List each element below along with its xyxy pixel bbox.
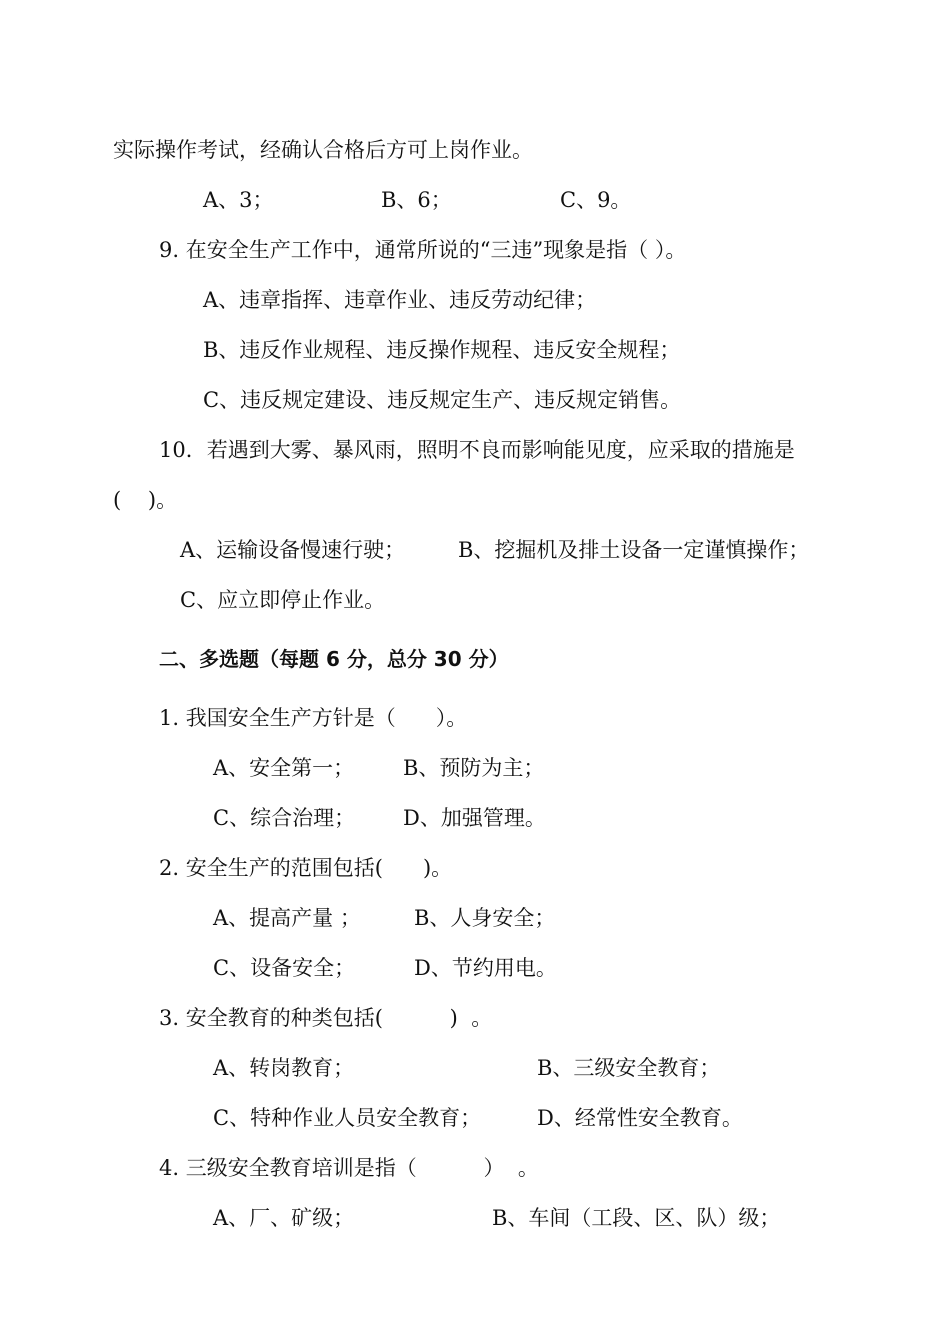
mc1-option-a: A、安全第一； [213, 756, 355, 780]
q10-option-b: B、挖掘机及排土设备一定谨慎操作； [458, 538, 810, 562]
mc3-option-d: D、经常性安全教育。 [537, 1106, 743, 1130]
mc4-option-a: A、厂、矿级； [213, 1206, 355, 1230]
mc2-option-c: C、设备安全； [213, 956, 356, 980]
question-8-text-continued: 实际操作考试，经确认合格后方可上岗作业。 [113, 138, 533, 162]
mc2-option-d: D、节约用电。 [414, 956, 557, 980]
mc3-option-c: C、特种作业人员安全教育； [213, 1106, 482, 1130]
mc2-option-b: B、人身安全； [414, 906, 556, 930]
mc1-option-b: B、预防为主； [403, 756, 545, 780]
section-heading-multiple-choice: 二、多选题（每题 6 分，总分 30 分） [159, 647, 509, 671]
mc3-option-a: A、转岗教育； [213, 1056, 355, 1080]
mc-question-4-text: 4. 三级安全教育培训是指（ ） 。 [159, 1156, 539, 1180]
q8-option-b: B、6； [381, 188, 452, 212]
q8-option-a: A、3； [203, 188, 274, 212]
mc2-option-a: A、提高产量 ； [213, 906, 361, 930]
q9-option-c: C、违反规定建设、违反规定生产、违反规定销售。 [203, 388, 682, 412]
mc4-option-b: B、车间（工段、区、队）级； [492, 1206, 781, 1230]
question-9-text: 9. 在安全生产工作中，通常所说的“三违”现象是指（ ）。 [159, 238, 687, 262]
mc-question-2-text: 2. 安全生产的范围包括( )。 [159, 856, 453, 880]
q9-option-b: B、违反作业规程、违反操作规程、违反安全规程； [203, 338, 681, 362]
q8-option-c: C、9。 [560, 188, 632, 212]
q10-option-c: C、应立即停止作业。 [180, 588, 386, 612]
mc-question-3-text: 3. 安全教育的种类包括( ) 。 [159, 1006, 493, 1030]
question-10-text: 10．若遇到大雾、暴风雨，照明不良而影响能见度，应采取的措施是 [159, 438, 795, 462]
mc1-option-d: D、加强管理。 [403, 806, 546, 830]
q10-option-a: A、运输设备慢速行驶； [180, 538, 406, 562]
question-10-bracket: ( )。 [113, 488, 178, 512]
q9-option-a: A、违章指挥、违章作业、违反劳动纪律； [203, 288, 597, 312]
mc3-option-b: B、三级安全教育； [537, 1056, 721, 1080]
mc-question-1-text: 1. 我国安全生产方针是（ ）。 [159, 706, 468, 730]
mc1-option-c: C、综合治理； [213, 806, 356, 830]
